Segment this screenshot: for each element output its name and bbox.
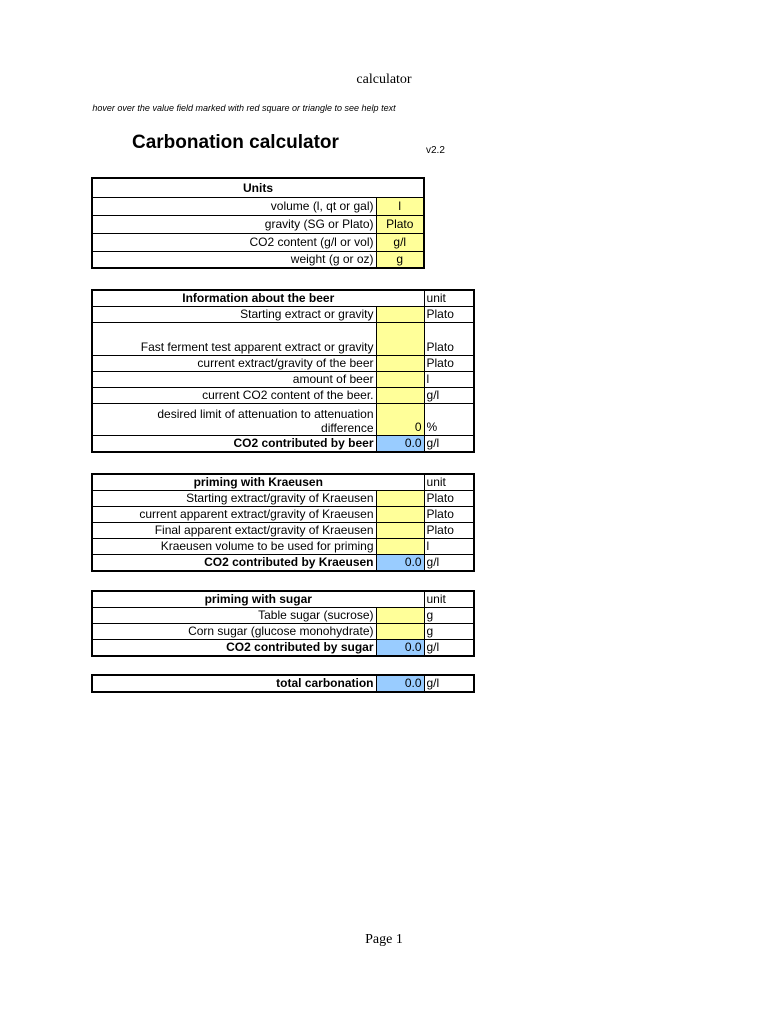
units-co2-label: CO2 content (g/l or vol) (92, 234, 376, 252)
table-row (92, 539, 474, 555)
table-row (92, 624, 474, 640)
units-volume-label: volume (l, qt or gal) (92, 198, 376, 216)
sugar-corn-sugar-input[interactable] (376, 624, 424, 640)
beer-unit-header: unit (424, 290, 474, 307)
beer-amount-unit: l (424, 372, 474, 388)
table-row (92, 388, 474, 404)
total-carbonation-value: 0.0 (376, 675, 424, 692)
beer-current-co2-input[interactable] (376, 388, 424, 404)
version-label: v2.2 (426, 145, 445, 156)
total-carbonation-unit: g/l (424, 675, 474, 692)
kraeusen-current-label: current apparent extract/gravity of Kraeusen (92, 507, 376, 523)
kraeusen-final-input[interactable] (376, 523, 424, 539)
units-gravity-label: gravity (SG or Plato) (92, 216, 376, 234)
table-row (92, 198, 424, 216)
kraeusen-volume-label: Kraeusen volume to be used for priming (92, 539, 376, 555)
beer-current-co2-unit: g/l (424, 388, 474, 404)
kraeusen-current-input[interactable] (376, 507, 424, 523)
units-volume-input[interactable]: l (376, 198, 424, 216)
kraeusen-volume-input[interactable] (376, 539, 424, 555)
beer-current-extract-input[interactable] (376, 356, 424, 372)
help-hint-text: hover over the value field marked with red square or triangle to see help text (92, 103, 396, 113)
page-number: Page 1 (365, 932, 403, 947)
beer-starting-extract-unit: Plato (424, 307, 474, 323)
beer-info-table (91, 289, 475, 453)
beer-co2-total-label: CO2 contributed by beer (92, 436, 376, 453)
beer-header: Information about the beer (92, 290, 424, 307)
beer-starting-extract-input[interactable] (376, 307, 424, 323)
table-row (92, 640, 474, 657)
sugar-corn-sugar-unit: g (424, 624, 474, 640)
units-weight-input[interactable]: g (376, 252, 424, 269)
kraeusen-current-unit: Plato (424, 507, 474, 523)
beer-starting-extract-label: Starting extract or gravity (92, 307, 376, 323)
units-header: Units (92, 178, 424, 198)
beer-attenuation-unit: % (424, 404, 474, 436)
table-row (92, 307, 474, 323)
table-row (92, 216, 424, 234)
units-weight-label: weight (g or oz) (92, 252, 376, 269)
sugar-corn-sugar-label: Corn sugar (glucose monohydrate) (92, 624, 376, 640)
units-gravity-input[interactable]: Plato (376, 216, 424, 234)
sugar-co2-total-label: CO2 contributed by sugar (92, 640, 376, 657)
table-row (92, 608, 474, 624)
beer-amount-label: amount of beer (92, 372, 376, 388)
beer-current-extract-label: current extract/gravity of the beer (92, 356, 376, 372)
table-row (92, 323, 474, 356)
kraeusen-starting-label: Starting extract/gravity of Kraeusen (92, 491, 376, 507)
kraeusen-starting-unit: Plato (424, 491, 474, 507)
table-row (92, 491, 474, 507)
beer-attenuation-input[interactable]: 0 (376, 404, 424, 436)
sugar-unit-header: unit (424, 591, 474, 608)
page-title: Carbonation calculator (132, 132, 339, 153)
kraeusen-table (91, 473, 475, 572)
total-carbonation-label: total carbonation (92, 675, 376, 692)
sheet-title: calculator (356, 72, 412, 87)
units-table (91, 177, 425, 269)
table-row (92, 523, 474, 539)
beer-attenuation-label: desired limit of attenuation to attenuation difference (92, 404, 376, 436)
table-row (92, 675, 474, 692)
kraeusen-header: priming with Kraeusen (92, 474, 424, 491)
kraeusen-co2-total-value: 0.0 (376, 555, 424, 572)
units-co2-input[interactable]: g/l (376, 234, 424, 252)
sugar-table-sugar-unit: g (424, 608, 474, 624)
table-row (92, 356, 474, 372)
beer-current-extract-unit: Plato (424, 356, 474, 372)
sugar-table (91, 590, 475, 657)
sugar-header: priming with sugar (92, 591, 424, 608)
total-carbonation-table (91, 674, 475, 693)
beer-fast-ferment-input[interactable] (376, 323, 424, 356)
beer-amount-input[interactable] (376, 372, 424, 388)
kraeusen-volume-unit: l (424, 539, 474, 555)
beer-fast-ferment-label: Fast ferment test apparent extract or gravity (92, 323, 376, 356)
kraeusen-unit-header: unit (424, 474, 474, 491)
kraeusen-final-unit: Plato (424, 523, 474, 539)
sugar-co2-total-unit: g/l (424, 640, 474, 657)
table-row (92, 507, 474, 523)
kraeusen-co2-total-unit: g/l (424, 555, 474, 572)
table-row (92, 234, 424, 252)
beer-co2-total-unit: g/l (424, 436, 474, 453)
beer-co2-total-value: 0.0 (376, 436, 424, 453)
beer-fast-ferment-unit: Plato (424, 323, 474, 356)
table-row (92, 252, 424, 269)
sugar-co2-total-value: 0.0 (376, 640, 424, 657)
kraeusen-starting-input[interactable] (376, 491, 424, 507)
table-row (92, 555, 474, 572)
table-row (92, 372, 474, 388)
kraeusen-co2-total-label: CO2 contributed by Kraeusen (92, 555, 376, 572)
beer-current-co2-label: current CO2 content of the beer. (92, 388, 376, 404)
table-row (92, 404, 474, 436)
table-row (92, 436, 474, 453)
sugar-table-sugar-label: Table sugar (sucrose) (92, 608, 376, 624)
kraeusen-final-label: Final apparent extact/gravity of Kraeusen (92, 523, 376, 539)
sugar-table-sugar-input[interactable] (376, 608, 424, 624)
